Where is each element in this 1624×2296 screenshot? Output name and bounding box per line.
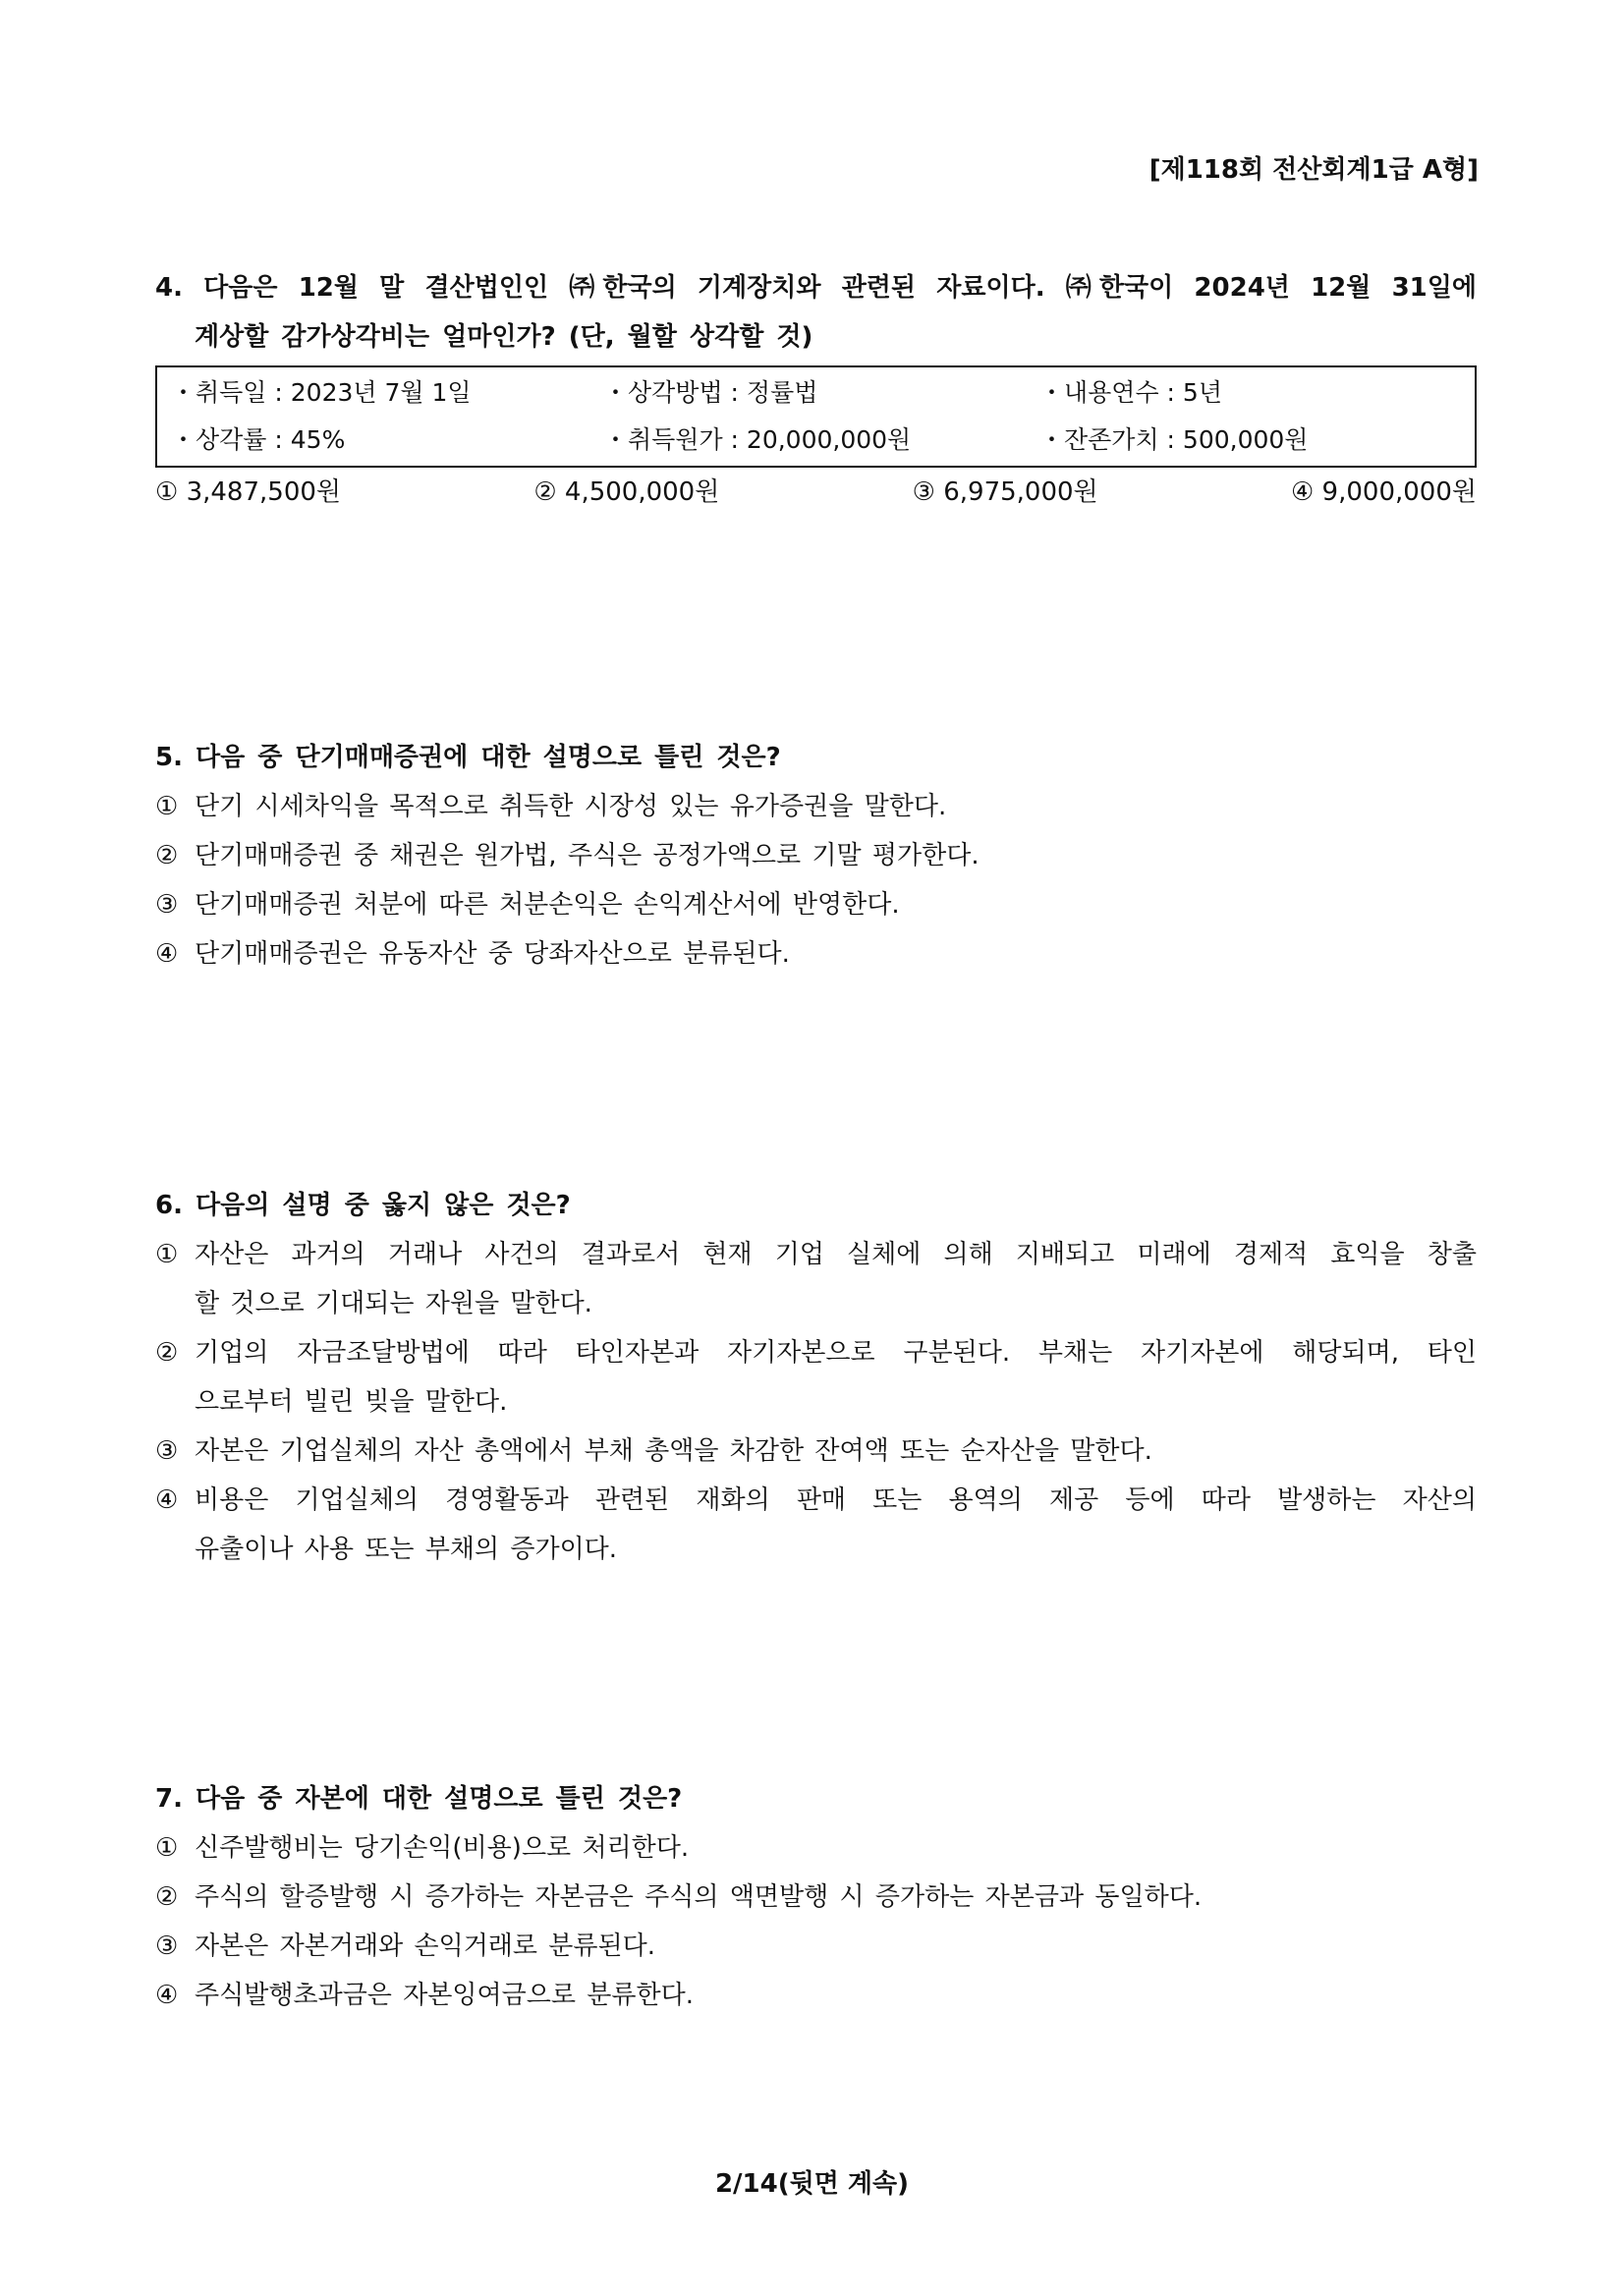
- answer-option[interactable]: [155, 1328, 1477, 1427]
- question-6: [155, 1181, 1477, 1574]
- question-5: [155, 733, 1477, 979]
- question-7: [155, 1774, 1477, 2020]
- option-text: 주식발행초과금은 자본잉여금으로 분류한다.: [195, 1981, 694, 2010]
- option-text: [195, 1476, 1477, 1574]
- option-text: 단기매매증권 중 채권은 원가법, 주식은 공정가액으로 기말 평가한다.: [195, 841, 980, 870]
- option-text: [195, 1427, 1477, 1476]
- option-text-line: 기업의 자금조달방법에 따라 타인자본과 자기자본으로 구분된다. 부채는 자기자본에 해당되며, 타인: [195, 1338, 1477, 1368]
- answer-option[interactable]: ④ 9,000,000원: [1290, 477, 1477, 507]
- info-depreciation-method: ・상각방법 : 정률법: [603, 378, 818, 407]
- option-number: ③: [155, 890, 179, 920]
- option-text: 주식의 할증발행 시 증가하는 자본금은 주식의 액면발행 시 증가하는 자본금과 동일하다.: [195, 1882, 1203, 1912]
- option-text-line: 할 것으로 기대되는 자원을 말한다.: [195, 1289, 592, 1318]
- answer-option[interactable]: ③ 6,975,000원: [912, 477, 1098, 507]
- option-text: [195, 1328, 1477, 1427]
- question-4-answers: [155, 468, 1477, 517]
- info-box: [155, 365, 1477, 468]
- answer-option[interactable]: [155, 831, 1477, 880]
- info-acquisition-cost: ・취득원가 : 20,000,000원: [603, 425, 912, 454]
- option-text: 단기 시세차익을 목적으로 취득한 시장성 있는 유가증권을 말한다.: [195, 792, 947, 821]
- option-text: [195, 1230, 1477, 1328]
- answer-option[interactable]: [155, 929, 1477, 979]
- question-4: [155, 263, 1477, 517]
- question-7-title: 7. 다음 중 자본에 대한 설명으로 틀린 것은?: [155, 1784, 683, 1814]
- option-number: ④: [155, 1981, 179, 2010]
- answer-option[interactable]: [155, 880, 1477, 929]
- answer-option[interactable]: [155, 1427, 1477, 1476]
- option-text: 자본은 자본거래와 손익거래로 분류된다.: [195, 1932, 656, 1961]
- answer-option[interactable]: [155, 1823, 1477, 1873]
- page-footer: 2/14(뒷면 계속): [714, 2169, 910, 2199]
- question-6-title: 6. 다음의 설명 중 옳지 않은 것은?: [155, 1191, 571, 1220]
- option-text: 신주발행비는 당기손익(비용)으로 처리한다.: [195, 1833, 690, 1863]
- option-number: ①: [155, 1833, 179, 1863]
- option-number: ②: [155, 841, 179, 870]
- info-residual-value: ・잔존가치 : 500,000원: [1039, 425, 1309, 454]
- answer-option[interactable]: [155, 1230, 1477, 1328]
- question-5-title: 5. 다음 중 단기매매증권에 대한 설명으로 틀린 것은?: [155, 743, 781, 772]
- option-text-line: 으로부터 빌린 빚을 말한다.: [195, 1387, 508, 1417]
- answer-option[interactable]: [155, 1971, 1477, 2020]
- exam-header: [제118회 전산회계1급 A형]: [1148, 155, 1479, 185]
- info-row: [171, 369, 1475, 417]
- option-number: ①: [155, 792, 179, 821]
- info-acquisition-date: ・취득일 : 2023년 7월 1일: [171, 378, 472, 407]
- option-number: ④: [155, 1485, 179, 1515]
- question-4-title: [155, 263, 1477, 362]
- info-useful-life: ・내용연수 : 5년: [1039, 378, 1222, 407]
- option-text-line: 자본은 기업실체의 자산 총액에서 부채 총액을 차감한 잔여액 또는 순자산을 말한다.: [195, 1436, 1152, 1466]
- option-text-line: 자산은 과거의 거래나 사건의 결과로서 현재 기업 실체에 의해 지배되고 미래에 경제적 효익을 창출: [195, 1240, 1477, 1269]
- option-number: ①: [155, 1240, 179, 1269]
- question-4-title-line2: 계상할 감가상각비는 얼마인가? (단, 월할 상각할 것): [195, 322, 813, 352]
- option-number: ③: [155, 1932, 179, 1961]
- option-text: 단기매매증권 처분에 따른 처분손익은 손익계산서에 반영한다.: [195, 890, 900, 920]
- answer-option[interactable]: [155, 1873, 1477, 1922]
- option-text-line: 유출이나 사용 또는 부채의 증가이다.: [195, 1535, 618, 1564]
- answer-option[interactable]: [155, 1476, 1477, 1574]
- info-row: [171, 417, 1475, 464]
- option-number: ③: [155, 1436, 179, 1466]
- question-4-title-line1: 4. 다음은 12월 말 결산법인인 ㈜한국의 기계장치와 관련된 자료이다. ㈜한국이 2024년 12월 31일에: [155, 273, 1477, 303]
- option-text: 단기매매증권은 유동자산 중 당좌자산으로 분류된다.: [195, 939, 790, 969]
- answer-option[interactable]: [155, 1922, 1477, 1971]
- info-depreciation-rate: ・상각률 : 45%: [171, 425, 346, 454]
- answer-option[interactable]: ① 3,487,500원: [155, 477, 342, 507]
- option-number: ④: [155, 939, 179, 969]
- option-text-line: 비용은 기업실체의 경영활동과 관련된 재화의 판매 또는 용역의 제공 등에 따라 발생하는 자산의: [195, 1485, 1477, 1515]
- option-number: ②: [155, 1882, 179, 1912]
- answer-option[interactable]: [155, 782, 1477, 831]
- answer-option[interactable]: ② 4,500,000원: [533, 477, 720, 507]
- option-number: ②: [155, 1338, 179, 1368]
